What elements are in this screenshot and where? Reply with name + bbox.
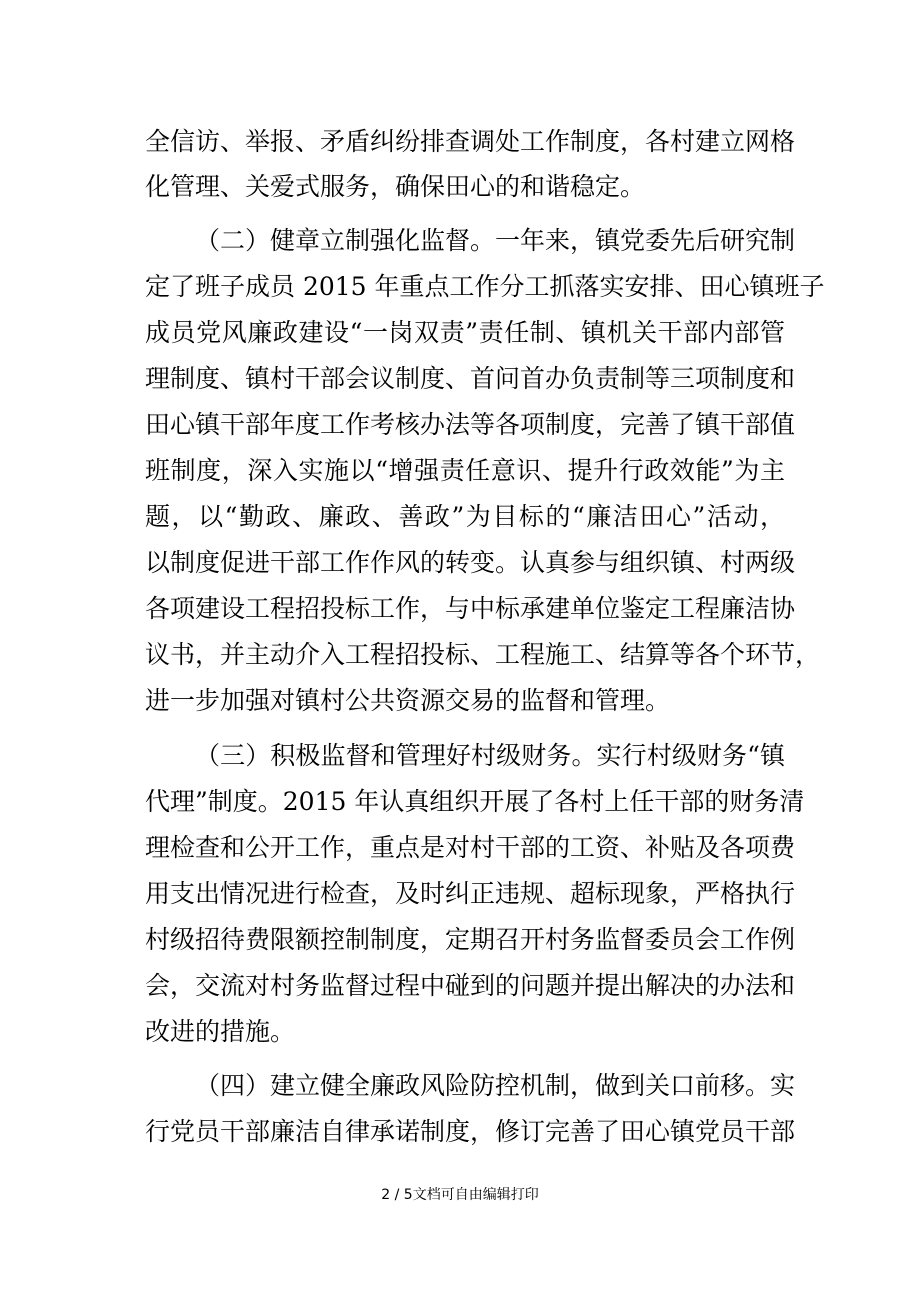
text-line: （四）建立健全廉政风险防控机制，做到关口前移。实: [195, 1071, 796, 1100]
text-line: 代理”制度。2015 年认真组织开展了各村上任干部的财务清: [145, 787, 805, 816]
text-line: 改进的措施。: [145, 1017, 296, 1046]
text-line: 行党员干部廉洁自律承诺制度，修订完善了田心镇党员干部: [145, 1117, 796, 1146]
text-line: 定了班子成员 2015 年重点工作分工抓落实安排、田心镇班子: [145, 272, 825, 301]
text-line: 用支出情况进行检查，及时纠正违规、超标现象，严格执行: [145, 879, 796, 908]
text-line: 全信访、举报、矛盾纠纷排查调处工作制度，各村建立网格: [145, 127, 796, 156]
page-footer: 2 / 5文档可自由编辑打印: [381, 1187, 539, 1203]
text-line: 议书，并主动介入工程招投标、工程施工、结算等各个环节，: [145, 640, 821, 669]
text-line: 会，交流对村务监督过程中碰到的问题并提出解决的办法和: [145, 971, 796, 1000]
text-line: 田心镇干部年度工作考核办法等各项制度，完善了镇干部值: [145, 410, 796, 439]
text-line: 化管理、关爱式服务，确保田心的和谐稳定。: [145, 172, 646, 201]
text-line: 题，以“勤政、廉政、善政”为目标的“廉洁田心”活动，: [145, 502, 785, 531]
text-line: 各项建设工程招投标工作，与中标承建单位鉴定工程廉洁协: [145, 594, 796, 623]
text-line: 理检查和公开工作，重点是对村干部的工资、补贴及各项费: [145, 833, 796, 862]
text-line: （二）健章立制强化监督。一年来，镇党委先后研究制: [195, 226, 796, 255]
text-line: 班制度，深入实施以“增强责任意识、提升行政效能”为主: [145, 456, 785, 485]
text-line: 成员党风廉政建设“一岗双责”责任制、镇机关干部内部管: [145, 318, 785, 347]
text-line: 理制度、镇村干部会议制度、首问首办负责制等三项制度和: [145, 364, 796, 393]
text-line: （三）积极监督和管理好村级财务。实行村级财务“镇: [195, 741, 785, 770]
text-line: 村级招待费限额控制制度，定期召开村务监督委员会工作例: [145, 925, 796, 954]
text-line: 进一步加强对镇村公共资源交易的监督和管理。: [145, 686, 671, 715]
text-line: 以制度促进干部工作作风的转变。认真参与组织镇、村两级: [145, 548, 796, 577]
